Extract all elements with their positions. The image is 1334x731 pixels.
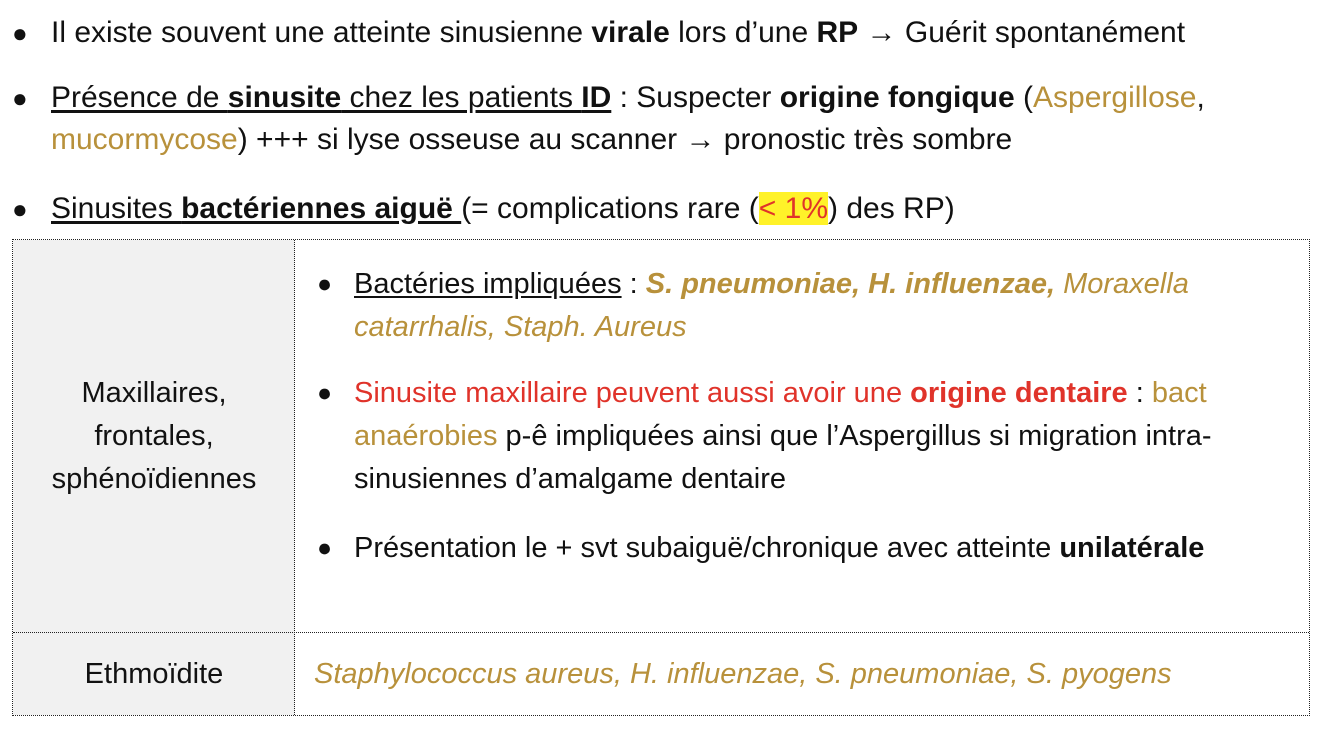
text-run-gold: mucormycose <box>51 123 238 156</box>
bullet-viral-sinusitis <box>12 12 1312 54</box>
text-run-underline: Bactéries impliquées <box>354 268 622 300</box>
text-run: Présentation le + svt subaiguë/chronique avec atteinte <box>354 532 1060 564</box>
text-run-gold-italic: Moraxella catarrhalis, Staph. Aureus <box>354 268 1189 343</box>
list-item-text <box>354 527 1297 570</box>
ethmoiditis-bacteria: Staphylococcus aureus, H. influenzae, S. pneumoniae, S. pyogens <box>314 657 1172 690</box>
text-run: ( <box>1014 81 1034 114</box>
text-run-red-bold: origine dentaire <box>910 377 1128 409</box>
text-run: lors d’une <box>669 16 817 49</box>
row-label-ethmoiditis <box>13 633 295 715</box>
text-run: Il existe souvent une atteinte sinusienne <box>51 16 592 49</box>
text-run: : Suspecter <box>611 81 780 114</box>
text-run-bold: RP <box>816 16 859 49</box>
text-run: : <box>1127 377 1152 409</box>
text-run: → Guérit spontanément <box>858 16 1186 49</box>
text-run: p-ê impliquées ainsi que l’Aspergillus si migration intra-sinusiennes d’amalgame dentaire <box>354 420 1212 495</box>
bullet-text <box>51 188 1312 230</box>
text-run-red: Sinusite maxillaire peuvent aussi avoir une <box>354 377 911 409</box>
sinusitis-table <box>12 239 1310 716</box>
text-run-bold: virale <box>591 16 670 49</box>
row-label-line: Maxillaires, <box>81 376 227 409</box>
highlighted-percentage: < 1% <box>758 192 829 225</box>
text-run-gold: Aspergillose <box>1033 81 1197 114</box>
text-run-bold: bactériennes aiguë <box>181 192 462 225</box>
bullet-dot: ● <box>12 18 28 48</box>
bullet-fungal-origin <box>12 77 1312 161</box>
text-run: : <box>621 268 646 300</box>
text-run-underline: Sinusites <box>51 192 182 225</box>
bullet-dot: ● <box>12 194 28 224</box>
row-label-line: frontales, <box>94 419 214 452</box>
list-item-text <box>354 372 1297 501</box>
list-item-dental-origin <box>317 372 1297 501</box>
row-content-maxillary <box>295 240 1309 632</box>
bullet-bacterial-sinusitis <box>12 188 1312 230</box>
bullet-dot: ● <box>317 534 333 562</box>
text-run-gold: bact anaérobies <box>354 377 1207 452</box>
text-run-bold: unilatérale <box>1059 532 1205 564</box>
text-run-underline: chez les patients <box>341 81 582 114</box>
text-run-underline: Présence de <box>51 81 228 114</box>
list-item-text <box>354 263 1297 349</box>
text-run: , <box>1196 81 1205 114</box>
list-item-presentation <box>317 527 1297 570</box>
row-label-maxillary <box>13 240 295 632</box>
bullet-text <box>51 77 1312 161</box>
bullet-dot: ● <box>317 379 333 407</box>
text-run: (= complications rare ( <box>461 192 759 225</box>
list-item-bacteria <box>317 263 1297 349</box>
bullet-dot: ● <box>12 83 28 113</box>
text-run-bold: origine fongique <box>779 81 1015 114</box>
text-run-bold: ID <box>581 81 612 114</box>
text-run: ) des RP) <box>828 192 955 225</box>
text-run: ) +++ si lyse osseuse au scanner → pronostic très sombre <box>237 123 1013 156</box>
text-run-bold: sinusite <box>227 81 342 114</box>
text-run-gold-bold-italic: S. pneumoniae, H. influenzae, <box>645 268 1056 300</box>
row-content-ethmoiditis <box>295 633 1309 715</box>
row-label-line: sphénoïdiennes <box>51 462 257 495</box>
bullet-dot: ● <box>317 270 333 298</box>
row-label-text: Ethmoïdite <box>84 657 224 690</box>
bullet-text <box>51 12 1312 54</box>
